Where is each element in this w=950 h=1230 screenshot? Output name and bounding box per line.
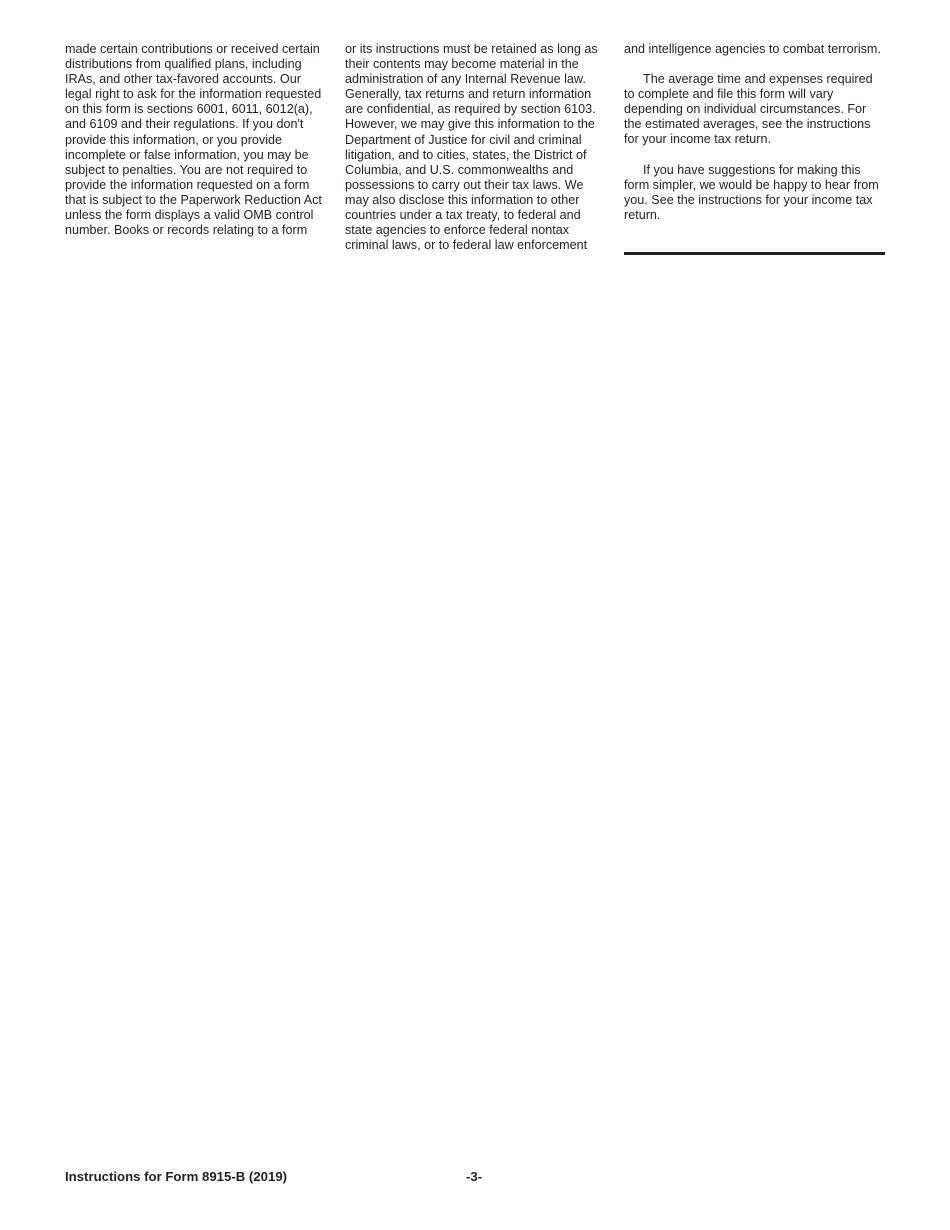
footer-page-number: -3-: [466, 1169, 483, 1184]
paragraph-terrorism: and intelligence agencies to combat terrorism.: [624, 42, 881, 56]
text-column-right: [624, 42, 886, 223]
section-end-rule: [624, 252, 885, 255]
paragraph-privacy-act-continued: made certain contributions or received certain distributions from qualified plans, including IRAs, and other tax-favored accounts. Our legal right to ask for the information requested on this form is sections 6001, 6011, 6012(a), and 6109 and their regulations. If you don't provide this information, or you provide incomplete or false information, you may be subject to penalties. You are not required to provide the information requested on a form that is subject to the Paperwork Reduction Act unless the form displays a valid OMB control number. Books or records relating to a form: [65, 42, 322, 238]
text-column-middle: [345, 42, 610, 253]
text-column-left: [65, 42, 330, 238]
paragraph-average-time: The average time and expenses required to complete and file this form will vary depending on individual circumstances. For the estimated averages, see the instructions for your income tax return.: [624, 72, 873, 147]
paragraph-records-retention: or its instructions must be retained as long as their contents may become material in the administration of any Internal Revenue law. Generally, tax returns and return information are confidential, as required by section 6103. However, we may give this information to the Department of Justice for civil and criminal litigation, and to cities, states, the District of Columbia, and U.S. commonwealths and possessions to carry out their tax laws. We may also disclose this information to other countries under a tax treaty, to federal and state agencies to enforce federal nontax criminal laws, or to federal law enforcement: [345, 42, 598, 253]
footer-form-title: Instructions for Form 8915-B (2019): [65, 1169, 288, 1184]
paragraph-suggestions: If you have suggestions for making this form simpler, we would be happy to hear from you. See the instructions for your income tax return.: [624, 162, 879, 222]
